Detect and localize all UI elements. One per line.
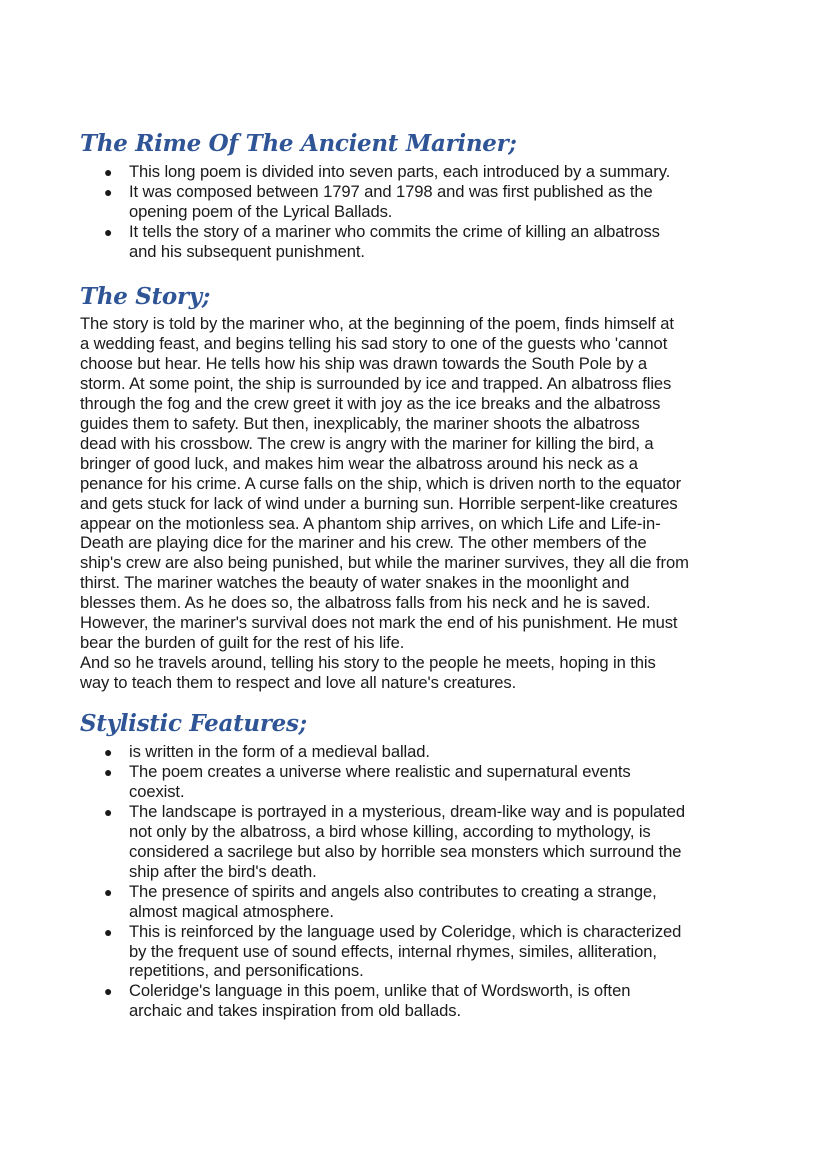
section-heading: Stylistic Features; [80,710,307,737]
paragraph-line: Death are playing dice for the mariner and his crew. The other members of the [80,533,647,553]
section-heading: The Rime Of The Ancient Mariner; [80,130,517,157]
paragraph-line: a wedding feast, and begins telling his sad story to one of the guests who 'cannot [80,333,668,353]
bullet-text: It tells the story of a mariner who commits the crime of killing an albatross [129,221,660,241]
paragraph-line: choose but hear. He tells how his ship was drawn towards the South Pole by a [80,353,648,373]
bullet-text: archaic and takes inspiration from old ballads. [129,1001,461,1021]
paragraph-line: blesses them. As he does so, the albatross falls from his neck and he is saved. [80,593,651,613]
paragraph-line: And so he travels around, telling his story to the people he meets, hoping in this [80,653,656,673]
paragraph-line: bear the burden of guilt for the rest of his life. [80,633,405,653]
paragraph-line: thirst. The mariner watches the beauty of water snakes in the moonlight and [80,573,630,593]
bullet-icon: ● [104,923,113,940]
bullet-icon: ● [104,183,113,200]
bullet-icon: ● [104,803,113,820]
bullet-icon: ● [104,883,113,900]
paragraph-line: However, the mariner's survival does not mark the end of his punishment. He must [80,613,678,633]
bullet-icon: ● [104,983,113,1000]
paragraph-line: guides them to safety. But then, inexplicably, the mariner shoots the albatross [80,413,640,433]
bullet-icon: ● [104,744,113,760]
bullet-text: coexist. [129,781,185,801]
bullet-text: ship after the bird's death. [129,861,317,881]
paragraph-line: appear on the motionless sea. A phantom ship arrives, on which Life and Life-in- [80,513,661,533]
paragraph-line: way to teach them to respect and love all nature's creatures. [80,673,517,693]
bullet-text: repetitions, and personifications. [129,961,364,981]
bullet-icon: ● [104,763,113,780]
section-heading: The Story; [80,283,211,310]
bullet-text: The presence of spirits and angels also contributes to creating a strange, [129,881,657,901]
bullet-text: considered a sacrilege but also by horrible sea monsters which surround the [129,841,682,861]
bullet-text: This is reinforced by the language used by Coleridge, which is characterized [129,921,682,941]
bullet-text: This long poem is divided into seven parts, each introduced by a summary. [129,162,671,181]
bullet-text: Coleridge's language in this poem, unlike that of Wordsworth, is often [129,981,631,1001]
paragraph-line: dead with his crossbow. The crew is angry with the mariner for killing the bird, a [80,433,654,453]
paragraph-line: and gets stuck for lack of wind under a burning sun. Horrible serpent-like creatures [80,493,678,513]
paragraph-line: penance for his crime. A curse falls on the ship, which is driven north to the equator [80,473,682,493]
paragraph-line: The story is told by the mariner who, at the beginning of the poem, finds himself at [80,314,674,333]
bullet-text: by the frequent use of sound effects, internal rhymes, similes, alliteration, [129,941,657,961]
bullet-text: It was composed between 1797 and 1798 and was first published as the [129,181,653,201]
paragraph-line: through the fog and the crew greet it with joy as the ice breaks and the albatross [80,393,661,413]
paragraph-line: storm. At some point, the ship is surrounded by ice and trapped. An albatross flies [80,373,672,393]
bullet-text: almost magical atmosphere. [129,901,334,921]
bullet-icon: ● [104,164,113,180]
bullet-text: not only by the albatross, a bird whose killing, according to mythology, is [129,821,651,841]
bullet-text: is written in the form of a medieval ballad. [129,742,430,761]
bullet-text: The landscape is portrayed in a mysterious, dream-like way and is populated [129,801,686,821]
paragraph-line: ship's crew are also being punished, but while the mariner survives, they all die from [80,553,689,573]
bullet-text: opening poem of the Lyrical Ballads. [129,201,393,221]
bullet-text: and his subsequent punishment. [129,241,365,261]
paragraph-line: bringer of good luck, and makes him wear the albatross around his neck as a [80,453,638,473]
bullet-icon: ● [104,223,113,240]
bullet-text: The poem creates a universe where realistic and supernatural events [129,761,631,781]
